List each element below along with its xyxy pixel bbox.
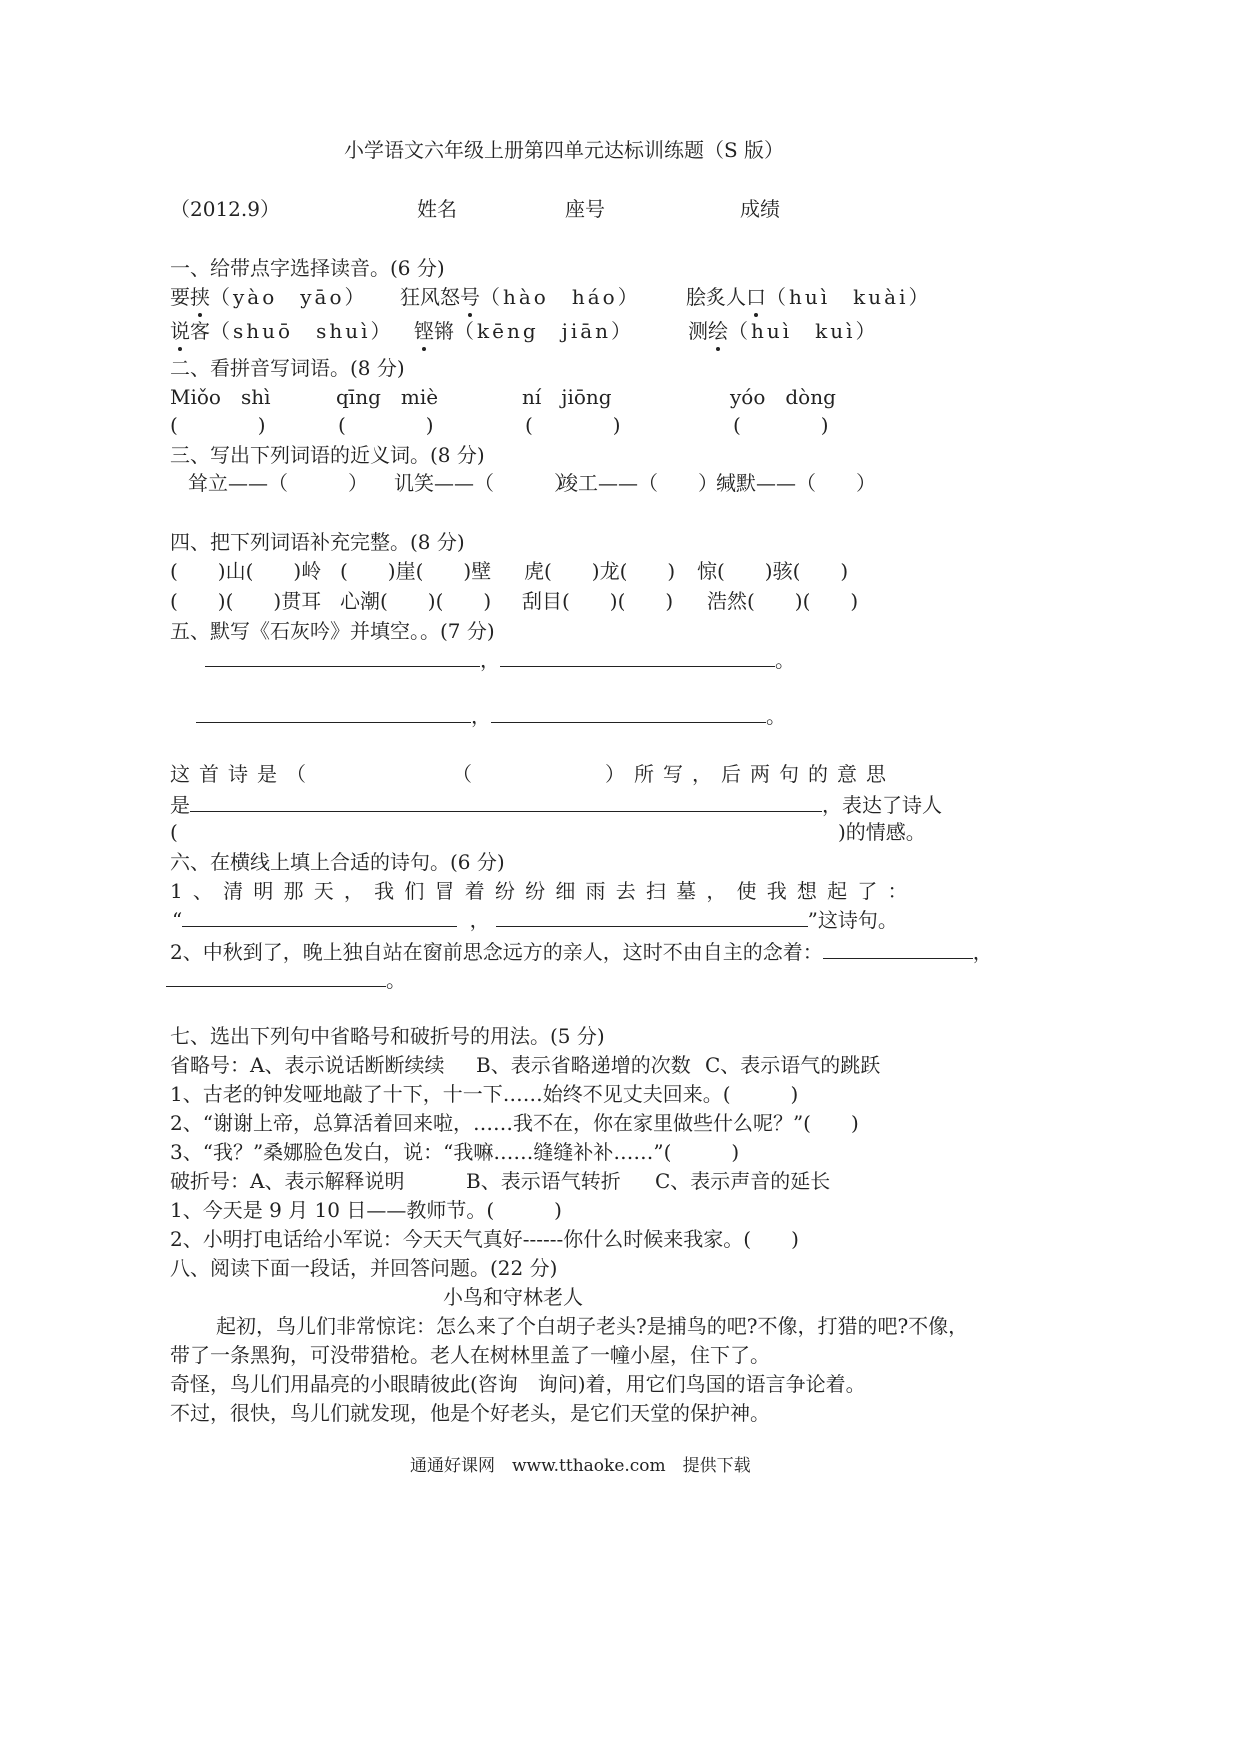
pronunciation-item: 说客（shuō shuì） xyxy=(170,319,394,343)
dash-item: 1、今天是 9 月 10 日——教师节。( ) xyxy=(170,1198,562,1222)
pinyin-prompt: Miǒo shì xyxy=(170,385,271,409)
footer-credit: 通通好课网 www.tthaoke.com 提供下载 xyxy=(410,1456,751,1476)
pronunciation-item: 狂风怒号（hào háo） xyxy=(400,285,641,309)
ellipsis-item: 2、“谢谢上帝，总算活着回来啦，……我不在，你在家里做些什么呢？”( ) xyxy=(170,1111,859,1135)
answer-blank[interactable]: ( ) xyxy=(338,413,434,437)
ellipsis-option-b: B、表示省略递增的次数 xyxy=(476,1053,691,1077)
section-1-heading: 一、给带点字选择读音。(6 分) xyxy=(170,256,445,280)
section-3-heading: 三、写出下列词语的近义词。(8 分) xyxy=(170,443,485,467)
answer-blank[interactable]: ( ) xyxy=(525,413,621,437)
story-paragraph: 不过，很快，鸟儿们就发现，他是个好老头，是它们天堂的保护神。 xyxy=(170,1401,770,1425)
synonym-item: 竣工——（ ） xyxy=(558,471,718,495)
poem-fill-question-1: 1、清明那天，我们冒着纷纷细雨去扫墓，使我想起了： xyxy=(170,879,918,903)
story-paragraph: 奇怪，鸟儿们用晶亮的小眼睛彼此(咨询 询问)着，用它们鸟国的语言争论着。 xyxy=(170,1372,866,1396)
date-label: （2012.9） xyxy=(170,197,280,221)
name-label: 姓名 xyxy=(417,197,457,221)
dash-option-b: B、表示语气转折 xyxy=(466,1169,621,1193)
dash-item: 2、小明打电话给小军说：今天天气真好------你什么时候来我家。( ) xyxy=(170,1227,799,1251)
ellipsis-option-a: 省略号：A、表示说话断断续续 xyxy=(170,1053,445,1077)
section-5-heading: 五、默写《石灰吟》并填空。。(7 分) xyxy=(170,619,495,643)
ellipsis-item: 1、古老的钟发哑地敲了十下，十一下……始终不见丈夫回来。( ) xyxy=(170,1082,799,1106)
idiom-item: 心潮( )( ) xyxy=(340,589,492,613)
page-title: 小学语文六年级上册第四单元达标训练题（S 版） xyxy=(344,138,785,162)
pronunciation-item: 测绘（huì kuì） xyxy=(688,319,879,343)
poem-line-2[interactable]: ， 。 xyxy=(196,702,786,729)
idiom-item: 虎( )龙( ) xyxy=(524,559,676,583)
poem-line-1[interactable]: ， 。 xyxy=(205,646,795,673)
synonym-item: 耸立——（ ） xyxy=(188,471,368,495)
story-paragraph: 起初，鸟儿们非常惊诧：怎么来了个白胡子老头?是捕鸟的吧?不像，打猎的吧?不像， xyxy=(216,1314,969,1338)
dash-option-a: 破折号：A、表示解释说明 xyxy=(170,1169,405,1193)
idiom-item: ( )山( )岭 xyxy=(170,559,322,583)
pronunciation-item: 铿锵（kēng jiān） xyxy=(414,319,635,343)
dash-option-c: C、表示声音的延长 xyxy=(655,1169,831,1193)
section-2-heading: 二、看拼音写词语。(8 分) xyxy=(170,356,405,380)
idiom-item: 惊( )骇( ) xyxy=(697,559,849,583)
poem-fill-question-2[interactable]: 2、中秋到了，晚上独自站在窗前思念远方的亲人，这时不由自主的念着： ， xyxy=(170,940,993,964)
idiom-item: ( )( )贯耳 xyxy=(170,589,322,613)
ellipsis-item: 3、“我？”桑娜脸色发白，说：“我嘛……缝缝补补……”( ) xyxy=(170,1140,740,1164)
poem-fill-answer-2[interactable]: 。 xyxy=(166,966,406,993)
idiom-item: 浩然( )( ) xyxy=(707,589,859,613)
seat-label: 座号 xyxy=(565,197,605,221)
poem-feeling-close: )的情感。 xyxy=(838,820,926,844)
section-6-heading: 六、在横线上填上合适的诗句。(6 分) xyxy=(170,850,505,874)
score-label: 成绩 xyxy=(740,197,780,221)
poem-meaning-question: ）所写，后两句的意思 xyxy=(605,762,895,786)
synonym-item: 讥笑——（ ） xyxy=(394,471,574,495)
pinyin-prompt: yóo dòng xyxy=(730,385,836,409)
section-4-heading: 四、把下列词语补充完整。(8 分) xyxy=(170,530,465,554)
pinyin-prompt: ní jiōng xyxy=(522,385,612,409)
poem-feeling-open: ( xyxy=(170,820,178,844)
story-title: 小鸟和守林老人 xyxy=(443,1285,583,1309)
poem-fill-answer-1[interactable]: “ ， ”这诗句。 xyxy=(172,908,898,932)
synonym-item: 缄默——（ ） xyxy=(716,471,876,495)
answer-blank[interactable]: ( ) xyxy=(733,413,829,437)
pronunciation-item: 要挟（yào yāo） xyxy=(170,285,368,309)
poem-author-paren: （ xyxy=(452,762,472,786)
section-8-heading: 八、阅读下面一段话，并回答问题。(22 分) xyxy=(170,1256,558,1280)
idiom-item: 刮目( )( ) xyxy=(522,589,674,613)
poem-author-question: 这首诗是（ xyxy=(170,762,315,786)
story-paragraph: 带了一条黑狗，可没带猎枪。老人在树林里盖了一幢小屋，住下了。 xyxy=(170,1343,770,1367)
pronunciation-item: 脍炙人口（huì kuài） xyxy=(686,285,932,309)
idiom-item: ( )崖( )壁 xyxy=(340,559,492,583)
answer-blank[interactable]: ( ) xyxy=(170,413,266,437)
ellipsis-option-c: C、表示语气的跳跃 xyxy=(705,1053,881,1077)
poem-meaning-line[interactable]: 是 ，表达了诗人 xyxy=(170,793,942,817)
section-7-heading: 七、选出下列句中省略号和破折号的用法。(5 分) xyxy=(170,1024,605,1048)
pinyin-prompt: qīng miè xyxy=(336,385,439,409)
